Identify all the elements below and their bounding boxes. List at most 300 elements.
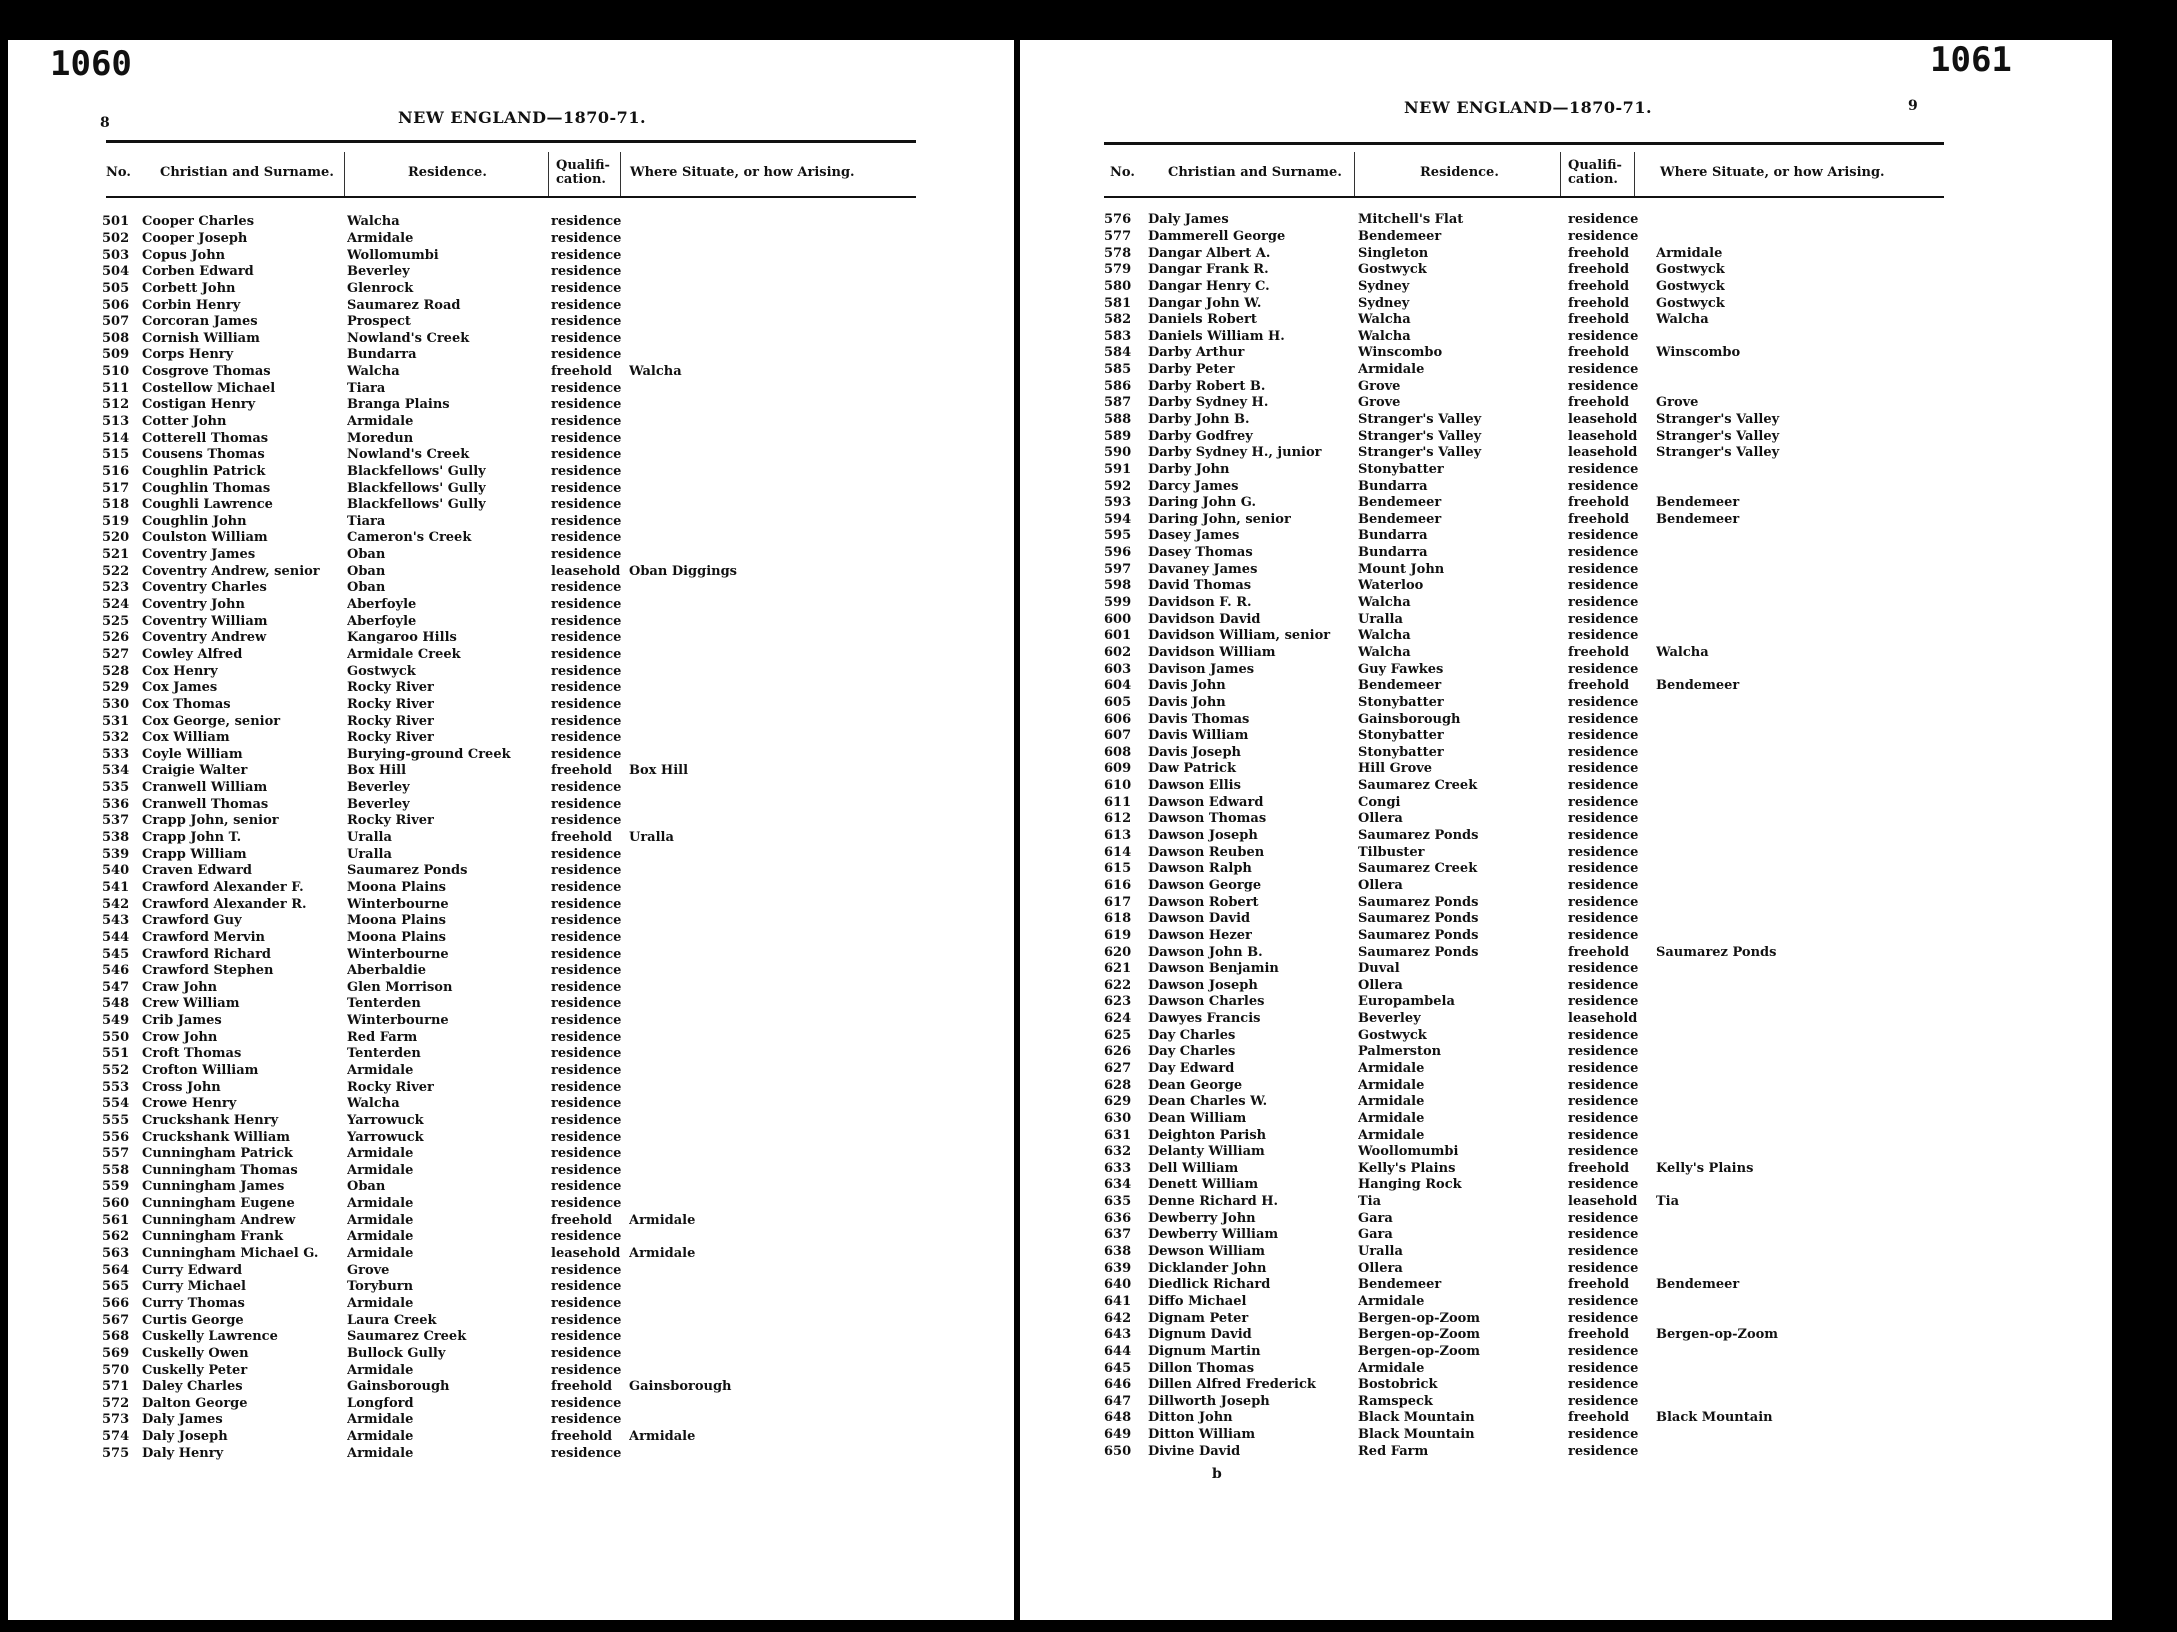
entry-number: 550 bbox=[102, 1029, 130, 1045]
entry-number: 580 bbox=[1104, 278, 1132, 294]
entry-residence: Rocky River bbox=[347, 730, 434, 746]
entry-name: Crapp William bbox=[142, 846, 247, 862]
entry-qualification: residence bbox=[551, 314, 622, 330]
entry-name: Coventry Andrew, senior bbox=[142, 563, 320, 579]
entry-qualification: leasehold bbox=[1568, 445, 1638, 461]
table-row bbox=[1104, 1094, 1856, 1111]
entry-qualification: residence bbox=[551, 463, 622, 479]
entry-qualification: residence bbox=[1568, 711, 1639, 727]
entry-number: 556 bbox=[102, 1129, 130, 1145]
entry-name: Craw John bbox=[142, 979, 218, 995]
entry-qualification: freehold bbox=[551, 1429, 613, 1445]
entry-name: Coventry James bbox=[142, 547, 256, 563]
entry-number: 617 bbox=[1104, 894, 1132, 910]
table-row bbox=[102, 447, 819, 464]
entry-name: Cunningham Eugene bbox=[142, 1196, 295, 1212]
entry-name: Dawson Ralph bbox=[1148, 861, 1252, 877]
entry-number: 513 bbox=[102, 414, 130, 429]
entry-number: 596 bbox=[1104, 545, 1132, 561]
entry-where: Bergen-op-Zoom bbox=[1656, 1327, 1779, 1343]
entry-residence: Stonybatter bbox=[1358, 728, 1444, 744]
entry-residence: Saumarez Ponds bbox=[1358, 828, 1479, 844]
entry-residence: Black Mountain bbox=[1358, 1410, 1475, 1426]
entry-residence: Glen Morrison bbox=[347, 979, 453, 995]
entry-residence: Grove bbox=[1358, 378, 1401, 394]
entry-where bbox=[1656, 1111, 1856, 1128]
entry-qualification: freehold bbox=[1568, 511, 1630, 527]
entry-number: 624 bbox=[1104, 1011, 1132, 1027]
entry-qualification: residence bbox=[551, 1129, 622, 1145]
entry-number: 511 bbox=[102, 380, 130, 396]
entry-qualification: freehold bbox=[1568, 1160, 1630, 1176]
entry-qualification: residence bbox=[1568, 228, 1639, 244]
entry-where bbox=[629, 747, 819, 764]
entry-where bbox=[1656, 928, 1856, 945]
entry-residence: Oban bbox=[347, 547, 386, 563]
entry-residence: Uralla bbox=[1358, 1244, 1403, 1260]
entry-name: Davidson F. R. bbox=[1148, 595, 1252, 611]
entry-residence: Gostwyck bbox=[347, 663, 416, 679]
entry-name: Ditton William bbox=[1148, 1427, 1256, 1443]
entry-where bbox=[629, 647, 819, 664]
entry-residence: Uralla bbox=[347, 830, 392, 846]
entry-number: 647 bbox=[1104, 1393, 1132, 1409]
entry-where bbox=[629, 281, 819, 298]
entry-where bbox=[629, 247, 819, 264]
entry-residence: Saumarez Ponds bbox=[1358, 911, 1479, 927]
entry-number: 538 bbox=[102, 830, 130, 846]
entry-name: Dewberry John bbox=[1148, 1210, 1256, 1226]
entry-where bbox=[629, 1445, 819, 1462]
entry-where bbox=[1656, 1210, 1856, 1227]
table-row bbox=[102, 1179, 819, 1196]
entry-where: Saumarez Ponds bbox=[1656, 944, 1777, 960]
entry-name: Dawson Reuben bbox=[1148, 844, 1265, 860]
entry-number: 579 bbox=[1104, 262, 1132, 278]
table-row bbox=[1104, 1111, 1856, 1128]
entry-name: Cousens Thomas bbox=[142, 447, 265, 463]
entry-qualification: residence bbox=[1568, 761, 1639, 777]
entry-where bbox=[1656, 1310, 1856, 1327]
entry-residence: Red Farm bbox=[347, 1029, 418, 1045]
entry-where bbox=[1656, 695, 1856, 712]
entry-where bbox=[629, 1179, 819, 1196]
entry-name: Davis John bbox=[1148, 678, 1226, 694]
table-row bbox=[1104, 1410, 1856, 1427]
entry-name: Crow John bbox=[142, 1029, 218, 1045]
entry-qualification: residence bbox=[551, 713, 622, 729]
entry-qualification: freehold bbox=[1568, 312, 1630, 328]
entry-number: 599 bbox=[1104, 595, 1132, 611]
entry-number: 569 bbox=[102, 1345, 130, 1361]
entry-where bbox=[629, 1329, 819, 1346]
table-row bbox=[1104, 462, 1856, 479]
entry-number: 610 bbox=[1104, 778, 1132, 794]
entry-number: 532 bbox=[102, 730, 130, 746]
entry-residence: Beverley bbox=[1358, 1011, 1421, 1027]
entry-residence: Glenrock bbox=[347, 280, 414, 296]
entry-qualification: residence bbox=[1568, 212, 1639, 228]
entry-where bbox=[629, 547, 819, 564]
entry-where bbox=[629, 680, 819, 697]
table-row bbox=[1104, 628, 1856, 645]
entry-qualification: residence bbox=[551, 1146, 622, 1162]
entry-number: 523 bbox=[102, 580, 130, 596]
entry-where bbox=[1656, 878, 1856, 895]
entry-number: 587 bbox=[1104, 395, 1132, 411]
entry-name: Day Charles bbox=[1148, 1044, 1236, 1060]
entry-number: 537 bbox=[102, 813, 130, 829]
entry-qualification: residence bbox=[551, 380, 622, 396]
table-row bbox=[1104, 1327, 1856, 1344]
entry-number: 570 bbox=[102, 1362, 130, 1378]
entry-residence: Armidale bbox=[347, 1295, 414, 1311]
entry-residence: Armidale bbox=[1358, 1360, 1425, 1376]
entry-number: 563 bbox=[102, 1246, 130, 1262]
table-row bbox=[1104, 345, 1856, 362]
entry-number: 557 bbox=[102, 1146, 130, 1162]
entry-where bbox=[629, 1229, 819, 1246]
entry-number: 527 bbox=[102, 646, 130, 662]
entry-residence: Moredun bbox=[347, 430, 414, 446]
entry-qualification: residence bbox=[551, 1179, 622, 1195]
entry-name: Dillen Alfred Frederick bbox=[1148, 1377, 1316, 1393]
entry-number: 533 bbox=[102, 746, 130, 762]
entry-qualification: residence bbox=[551, 530, 622, 546]
entry-name: Coyle William bbox=[142, 746, 243, 762]
entry-qualification: residence bbox=[551, 1229, 622, 1245]
entry-number: 585 bbox=[1104, 362, 1132, 378]
table-row bbox=[1104, 1360, 1856, 1377]
header-rule-bottom bbox=[106, 196, 916, 198]
entry-qualification: residence bbox=[551, 963, 622, 979]
table-row bbox=[1104, 528, 1856, 545]
entry-qualification: residence bbox=[551, 780, 622, 796]
entry-qualification: residence bbox=[1568, 1094, 1639, 1110]
entry-qualification: residence bbox=[551, 1162, 622, 1178]
entry-qualification: freehold bbox=[1568, 245, 1630, 261]
table-row bbox=[102, 1113, 819, 1130]
entry-residence: Yarrowuck bbox=[347, 1129, 424, 1145]
entry-residence: Hill Grove bbox=[1358, 761, 1433, 777]
entry-qualification: residence bbox=[551, 696, 622, 712]
entry-name: Dammerell George bbox=[1148, 228, 1286, 244]
entry-residence: Armidale bbox=[347, 230, 414, 246]
entry-name: Coughlin Patrick bbox=[142, 463, 266, 479]
entry-where bbox=[1656, 1427, 1856, 1444]
entry-qualification: residence bbox=[551, 497, 622, 513]
entry-where bbox=[1656, 1244, 1856, 1261]
table-row bbox=[1104, 994, 1856, 1011]
entry-qualification: residence bbox=[551, 1262, 622, 1278]
entry-name: Corps Henry bbox=[142, 347, 234, 363]
column-header-residence: Residence. bbox=[408, 165, 487, 180]
entry-where bbox=[629, 1113, 819, 1130]
entry-number: 608 bbox=[1104, 744, 1132, 760]
entry-name: Curry Edward bbox=[142, 1262, 243, 1278]
entry-where bbox=[1656, 794, 1856, 811]
entry-number: 629 bbox=[1104, 1094, 1132, 1110]
entry-qualification: freehold bbox=[551, 364, 613, 380]
column-header-name: Christian and Surname. bbox=[1168, 165, 1342, 180]
entry-name: Crowe Henry bbox=[142, 1096, 237, 1112]
entry-qualification: residence bbox=[551, 597, 622, 613]
entry-qualification: residence bbox=[551, 580, 622, 596]
entry-where bbox=[629, 613, 819, 630]
table-row bbox=[1104, 878, 1856, 895]
entry-qualification: residence bbox=[1568, 628, 1639, 644]
entry-residence: Armidale Creek bbox=[347, 646, 461, 662]
table-row bbox=[1104, 1210, 1856, 1227]
table-row bbox=[1104, 761, 1856, 778]
entry-number: 572 bbox=[102, 1395, 130, 1411]
entry-residence: Yarrowuck bbox=[347, 1112, 424, 1128]
entry-name: Crib James bbox=[142, 1013, 222, 1029]
entry-number: 646 bbox=[1104, 1377, 1132, 1393]
entry-qualification: freehold bbox=[1568, 345, 1630, 361]
entry-residence: Rocky River bbox=[347, 713, 434, 729]
entry-name: Crawford Alexander R. bbox=[142, 896, 307, 912]
entry-number: 568 bbox=[102, 1329, 130, 1345]
entry-residence: Aberfoyle bbox=[347, 597, 417, 613]
entry-where bbox=[1656, 229, 1856, 246]
right-page bbox=[1020, 40, 2112, 1620]
table-row bbox=[1104, 1393, 1856, 1410]
entry-number: 586 bbox=[1104, 378, 1132, 394]
entry-number: 522 bbox=[102, 563, 130, 579]
entry-residence: Bundarra bbox=[1358, 478, 1428, 494]
table-row bbox=[102, 347, 819, 364]
table-row bbox=[1104, 1344, 1856, 1361]
entry-name: Dangar Frank R. bbox=[1148, 262, 1269, 278]
entry-residence: Stranger's Valley bbox=[1358, 445, 1482, 461]
entry-where bbox=[1656, 1344, 1856, 1361]
column-header-where: Where Situate, or how Arising. bbox=[630, 165, 855, 180]
entry-name: Davis William bbox=[1148, 728, 1249, 744]
entry-name: Cooper Charles bbox=[142, 214, 255, 230]
entry-name: Coughlin John bbox=[142, 513, 247, 529]
table-row bbox=[102, 613, 819, 630]
entry-residence: Ollera bbox=[1358, 1260, 1403, 1276]
table-row bbox=[102, 1079, 819, 1096]
table-row bbox=[1104, 861, 1856, 878]
entry-name: Coventry John bbox=[142, 597, 245, 613]
column-divider bbox=[1354, 152, 1355, 196]
table-row bbox=[102, 763, 819, 780]
entry-name: Darby Arthur bbox=[1148, 345, 1245, 361]
entry-number: 512 bbox=[102, 397, 130, 413]
entry-residence: Stonybatter bbox=[1358, 694, 1444, 710]
entry-name: Cornish William bbox=[142, 330, 260, 346]
entry-residence: Laura Creek bbox=[347, 1312, 437, 1328]
entry-number: 635 bbox=[1104, 1194, 1132, 1210]
entry-qualification: residence bbox=[1568, 794, 1639, 810]
entry-qualification: residence bbox=[1568, 1210, 1639, 1226]
entry-qualification: residence bbox=[1568, 378, 1639, 394]
entry-where bbox=[1656, 761, 1856, 778]
entry-residence: Beverley bbox=[347, 780, 410, 796]
entry-where bbox=[629, 214, 819, 231]
entry-where bbox=[629, 1029, 819, 1046]
table-row bbox=[1104, 428, 1856, 445]
table-row bbox=[1104, 1027, 1856, 1044]
entry-where: Box Hill bbox=[629, 763, 689, 779]
entry-name: Daly Henry bbox=[142, 1445, 224, 1461]
entry-name: Dillon Thomas bbox=[1148, 1360, 1255, 1376]
column-divider bbox=[620, 152, 621, 196]
entry-number: 552 bbox=[102, 1062, 130, 1078]
entry-number: 604 bbox=[1104, 678, 1132, 694]
entry-qualification: residence bbox=[551, 1029, 622, 1045]
table-row bbox=[1104, 512, 1856, 529]
entry-qualification: residence bbox=[1568, 1060, 1639, 1076]
entry-number: 590 bbox=[1104, 445, 1132, 461]
table-row bbox=[102, 1312, 819, 1329]
column-header-qualification: Qualifi-cation. bbox=[1568, 158, 1622, 187]
table-row bbox=[1104, 1294, 1856, 1311]
entry-residence: Armidale bbox=[347, 1062, 414, 1078]
entry-number: 636 bbox=[1104, 1210, 1132, 1226]
entry-residence: Ramspeck bbox=[1358, 1393, 1433, 1409]
entry-number: 593 bbox=[1104, 495, 1132, 511]
entry-where bbox=[629, 1063, 819, 1080]
entry-residence: Gainsborough bbox=[347, 1379, 450, 1395]
table-row bbox=[102, 680, 819, 697]
table-row bbox=[1104, 445, 1856, 462]
entry-name: Craven Edward bbox=[142, 863, 252, 879]
entry-where bbox=[1656, 1360, 1856, 1377]
entry-where bbox=[1656, 828, 1856, 845]
entry-where bbox=[629, 397, 819, 414]
entry-where bbox=[1656, 745, 1856, 762]
entry-residence: Bendemeer bbox=[1358, 678, 1442, 694]
table-row bbox=[1104, 1227, 1856, 1244]
entry-where bbox=[629, 730, 819, 747]
entry-number: 571 bbox=[102, 1379, 130, 1395]
table-row bbox=[1104, 1377, 1856, 1394]
entry-qualification: residence bbox=[551, 1412, 622, 1428]
entry-name: Diedlick Richard bbox=[1148, 1277, 1271, 1293]
entry-number: 555 bbox=[102, 1112, 130, 1128]
entry-name: Curtis George bbox=[142, 1312, 244, 1328]
entry-name: Crawford Stephen bbox=[142, 963, 274, 979]
entry-where bbox=[1656, 728, 1856, 745]
entry-name: Dean Charles W. bbox=[1148, 1094, 1268, 1110]
entry-qualification: leasehold bbox=[551, 563, 621, 579]
table-row bbox=[1104, 794, 1856, 811]
table-row bbox=[1104, 545, 1856, 562]
table-row bbox=[102, 1029, 819, 1046]
table-row bbox=[1104, 645, 1856, 662]
folio-number: 1060 bbox=[50, 44, 132, 84]
entry-number: 602 bbox=[1104, 644, 1132, 660]
entry-qualification: residence bbox=[1568, 1044, 1639, 1060]
entry-name: Dasey Thomas bbox=[1148, 545, 1253, 561]
table-row bbox=[102, 1146, 819, 1163]
table-row bbox=[102, 314, 819, 331]
entry-name: Darcy James bbox=[1148, 478, 1239, 494]
entry-residence: Singleton bbox=[1358, 245, 1429, 261]
entry-qualification: residence bbox=[551, 1279, 622, 1295]
entry-where bbox=[1656, 1294, 1856, 1311]
entry-number: 539 bbox=[102, 846, 130, 862]
entry-qualification: residence bbox=[551, 513, 622, 529]
entry-qualification: residence bbox=[551, 1062, 622, 1078]
table-row bbox=[1104, 578, 1856, 595]
entry-name: Dillworth Joseph bbox=[1148, 1393, 1270, 1409]
entry-qualification: residence bbox=[551, 630, 622, 646]
table-row bbox=[102, 364, 819, 381]
entry-where bbox=[1656, 961, 1856, 978]
entry-qualification: residence bbox=[1568, 1293, 1639, 1309]
entry-where bbox=[1656, 1077, 1856, 1094]
entry-residence: Gara bbox=[1358, 1210, 1393, 1226]
table-row bbox=[102, 281, 819, 298]
column-divider bbox=[1560, 152, 1561, 196]
entry-where bbox=[1656, 894, 1856, 911]
entry-residence: Ollera bbox=[1358, 877, 1403, 893]
entry-residence: Armidale bbox=[1358, 1094, 1425, 1110]
entry-name: Dawson Hezer bbox=[1148, 927, 1252, 943]
entry-number: 566 bbox=[102, 1295, 130, 1311]
entry-where bbox=[1656, 611, 1856, 628]
entry-qualification: residence bbox=[551, 663, 622, 679]
entry-qualification: freehold bbox=[1568, 278, 1630, 294]
entry-number: 501 bbox=[102, 214, 130, 230]
entry-name: Cotterell Thomas bbox=[142, 430, 269, 446]
entry-where bbox=[629, 1296, 819, 1313]
entry-where bbox=[629, 580, 819, 597]
entry-residence: Congi bbox=[1358, 794, 1401, 810]
entry-number: 628 bbox=[1104, 1077, 1132, 1093]
entry-residence: Armidale bbox=[347, 1445, 414, 1461]
header-rule-top bbox=[106, 140, 916, 143]
entry-number: 643 bbox=[1104, 1327, 1132, 1343]
entry-number: 510 bbox=[102, 364, 130, 380]
entry-residence: Stranger's Valley bbox=[1358, 412, 1482, 427]
entry-name: Dawson Edward bbox=[1148, 794, 1264, 810]
table-row bbox=[102, 1063, 819, 1080]
entry-number: 612 bbox=[1104, 811, 1132, 827]
entry-name: Cowley Alfred bbox=[142, 646, 243, 662]
table-row bbox=[102, 1212, 819, 1229]
table-row bbox=[1104, 1161, 1856, 1178]
entry-name: Dawson David bbox=[1148, 911, 1251, 927]
table-row bbox=[102, 1013, 819, 1030]
entry-qualification: residence bbox=[551, 330, 622, 346]
entry-qualification: residence bbox=[551, 680, 622, 696]
entry-residence: Tenterden bbox=[347, 996, 421, 1012]
table-row bbox=[102, 563, 819, 580]
entry-number: 605 bbox=[1104, 694, 1132, 710]
entry-qualification: residence bbox=[1568, 478, 1639, 494]
entry-residence: Tiara bbox=[347, 380, 386, 396]
entry-number: 503 bbox=[102, 247, 130, 263]
table-row bbox=[1104, 212, 1856, 229]
entry-name: Cranwell Thomas bbox=[142, 796, 269, 812]
entry-where bbox=[1656, 1127, 1856, 1144]
entry-residence: Hanging Rock bbox=[1358, 1177, 1462, 1193]
entry-residence: Gostwyck bbox=[1358, 1027, 1427, 1043]
table-row bbox=[102, 996, 819, 1013]
entry-qualification: residence bbox=[1568, 528, 1639, 544]
table-row bbox=[1104, 1427, 1856, 1444]
entry-name: Cunningham Frank bbox=[142, 1229, 284, 1245]
entry-number: 620 bbox=[1104, 944, 1132, 960]
entry-name: Denne Richard H. bbox=[1148, 1194, 1279, 1210]
entry-qualification: residence bbox=[1568, 545, 1639, 561]
entry-number: 634 bbox=[1104, 1177, 1132, 1193]
